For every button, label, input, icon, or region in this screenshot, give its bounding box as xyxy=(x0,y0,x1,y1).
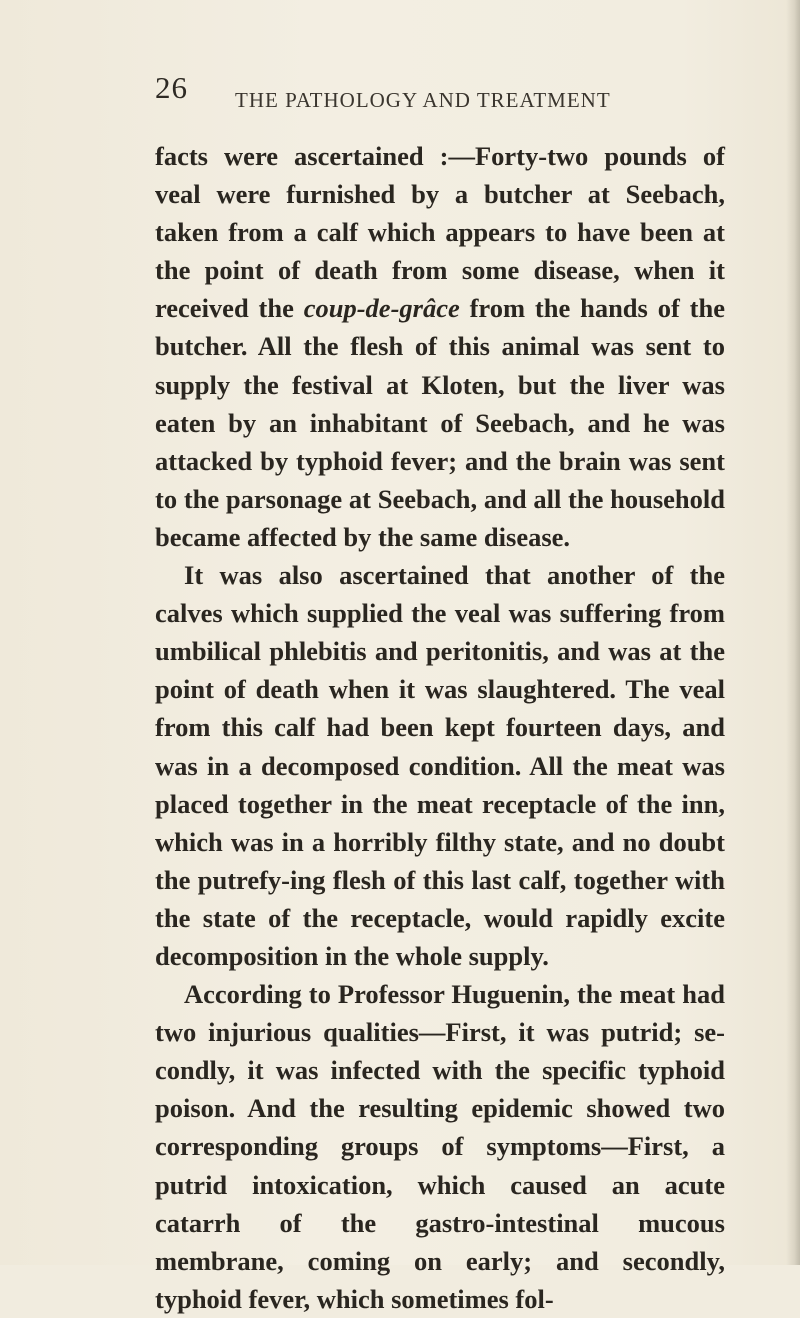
paragraph-2 xyxy=(155,556,725,975)
page-edge-shadow xyxy=(786,0,800,1265)
running-head: THE PATHOLOGY AND TREATMENT xyxy=(235,88,611,112)
page-header xyxy=(155,70,725,110)
paragraph-3 xyxy=(155,975,725,1318)
paragraph-1-text-b: from the hands of the butcher. All the flesh of this animal was sent to supply the festival at Kloten, but the liver was eaten by an inhabitant of Seebach, and he was attacked by typhoid fever; and the brain was sent to the parsonage at Seebach, and all the household became affected by the same disease. xyxy=(155,293,725,552)
paragraph-3-text: According to Professor Huguenin, the meat had two injurious qualities—First, it was putrid; se-condly, it was infected with the specific typhoid poison. And the resulting epidemic showed two corresponding groups of symptoms—First, a putrid intoxication, which caused an acute catarrh of the gastro-intestinal mucous membrane, coming on early; and secondly, typhoid fever, which sometimes fol- xyxy=(155,979,725,1314)
paragraph-1-text-a: facts were ascertained :—Forty-two pounds of veal were furnished by a butcher at Seebach, taken from a calf which appears to have been at the point of death from some disease, when it received the xyxy=(155,141,725,324)
paragraph-1-italic-phrase: coup-de-grâce xyxy=(303,293,460,324)
page-number: 26 xyxy=(155,70,188,105)
paragraph-2-text: It was also ascertained that another of the calves which supplied the veal was suffering from umbilical phlebitis and peritonitis, and was at the point of death when it was slaughtered. The veal from this calf had been kept fourteen days, and was in a decomposed condition. All the meat was placed together in the meat receptacle of the inn, which was in a horribly filthy state, and no doubt the putrefy-ing flesh of this last calf, together with the state of the receptacle, would rapidly excite decomposition in the whole supply. xyxy=(155,560,725,971)
paragraph-1 xyxy=(155,137,725,556)
body-text xyxy=(155,137,725,1318)
